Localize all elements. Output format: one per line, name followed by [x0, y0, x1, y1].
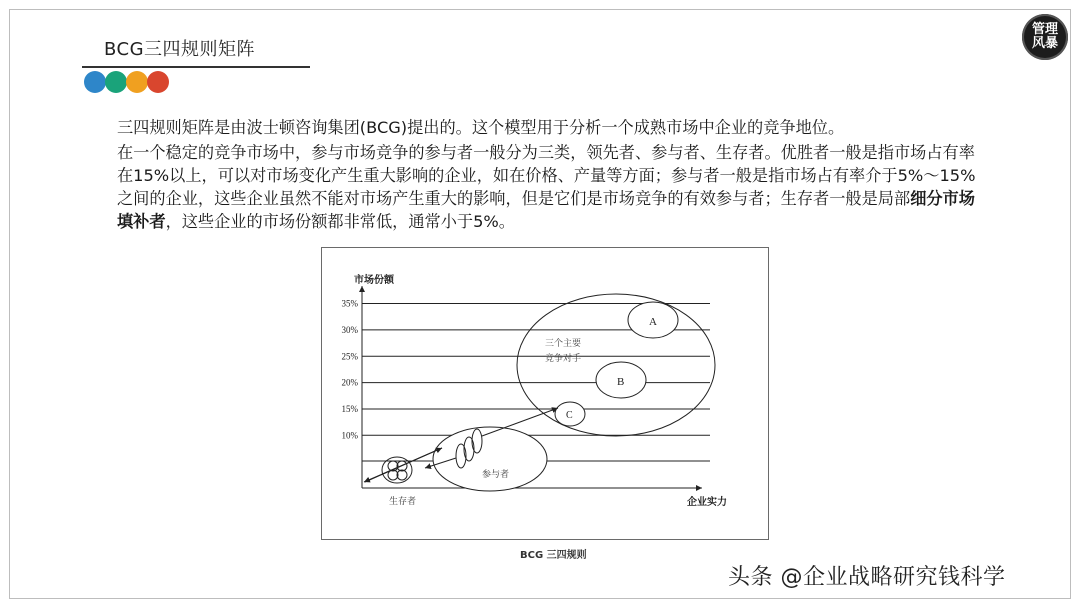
- description-bold-term: 细分市场填补者: [117, 189, 975, 231]
- slide-title: BCG三四规则矩阵: [104, 39, 256, 60]
- logo-line-1: 管理: [1031, 22, 1058, 37]
- leaders-group-label-line-1: 三个主要: [545, 338, 582, 348]
- survivors-label: 生存者: [389, 496, 417, 506]
- dot-red: [147, 71, 169, 93]
- dot-green: [105, 71, 127, 93]
- logo-line-2: 风暴: [1031, 36, 1058, 51]
- y-tick-label-35: 35%: [341, 298, 358, 309]
- dot-blue: [84, 71, 106, 93]
- y-tick-label-30: 30%: [341, 324, 358, 335]
- body-text: [117, 116, 987, 233]
- description-part-2: ，这些企业的市场份额都非常低，通常小于5%。: [165, 212, 515, 231]
- diagram-svg: [322, 248, 770, 541]
- leader-b-label: B: [617, 376, 625, 388]
- leaders-group-label-line-2: 竞争对手: [545, 353, 582, 363]
- intro-paragraph: 三四规则矩阵是由波士顿咨询集团(BCG)提出的。这个模型用于分析一个成熟市场中企业的竞争地位。: [117, 118, 845, 137]
- leader-a-label: A: [649, 316, 657, 328]
- y-tick-label-25: 25%: [341, 351, 358, 362]
- y-axis-label: 市场份额: [354, 275, 394, 286]
- description-paragraph: [117, 141, 987, 233]
- y-tick-label-15: 15%: [341, 403, 358, 414]
- y-tick-label-10: 10%: [341, 430, 358, 441]
- title-underline: [82, 66, 310, 68]
- brand-logo: [1022, 14, 1068, 60]
- arrow-survivors-back: [364, 448, 442, 482]
- description-part-1: 在一个稳定的竞争市场中，参与市场竞争的参与者一般分为三类，领先者、参与者、生存者。优胜者一般是指市场占有率在15%以上，可以对市场变化产生重大影响的企业，如在价格、产量等方面；参与者一般是指市场占有率介于5%～15%之间的企业，这些企业虽然不能对市场产生重大的影响，但是它们是市场竞争的有效参与者；生存者一般是局部: [117, 143, 976, 208]
- bcg-rule-diagram: [321, 247, 769, 540]
- participants-label: 参与者: [482, 469, 510, 479]
- participants-ellipse: [433, 427, 547, 491]
- diagram-caption: BCG 三四规则: [520, 550, 587, 561]
- leader-c-label: C: [566, 410, 573, 421]
- dot-orange: [126, 71, 148, 93]
- y-tick-label-20: 20%: [341, 377, 358, 388]
- source-watermark: 头条 @企业战略研究钱科学: [728, 565, 1006, 590]
- x-axis-label: 企业实力: [687, 497, 727, 508]
